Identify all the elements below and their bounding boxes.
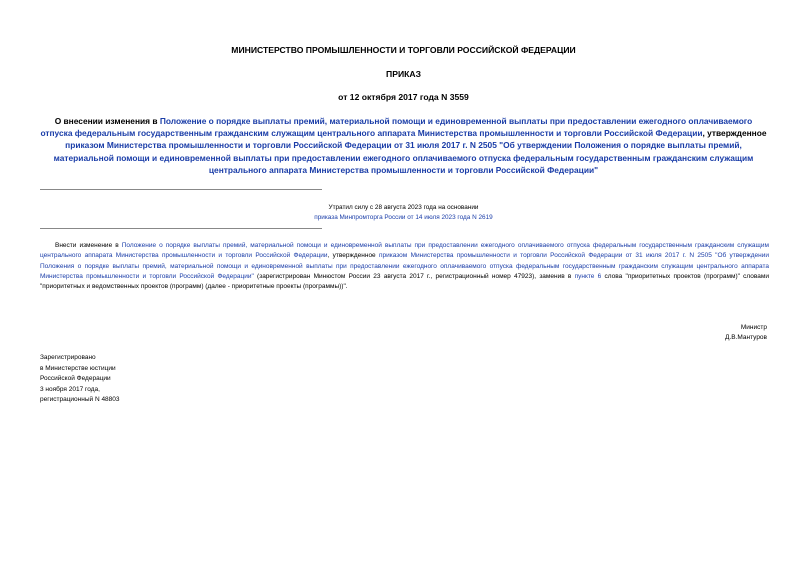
divider-bottom: [40, 228, 322, 229]
body-text-1: Внести изменение в: [55, 242, 122, 249]
body-paragraph: [40, 241, 769, 292]
divider-top: [40, 189, 322, 190]
signature-name: Д.В.Мантуров: [725, 334, 767, 342]
registration-line: Российской Федерации: [40, 375, 111, 383]
registration-line: Зарегистрировано: [40, 354, 96, 361]
body-link-order-2505[interactable]: приказом Министерства промышленности и торговли Российской Федерации от 31 июля 2017 г. N 2505 "Об утверждении Положения о порядке выплаты премий, материальной помощи и единовременной выплаты при предоставлении ежегодного оплачиваемого отпуска федеральным государственным гражданским служащим центрального аппарата Министерства промышленности и торговли Российской Федерации": [40, 252, 769, 280]
lost-force-note: [40, 203, 767, 223]
registration-line: регистрационный N 48803: [40, 396, 120, 404]
signature-block: [725, 323, 767, 344]
body-link-regulation[interactable]: Положение о порядке выплаты премий, материальной помощи и единовременной выплаты при предоставлении ежегодного оплачиваемого отпуска федеральным государственным гражданским служащим центрального аппарата Министерства промышленности и торговли Российской Федерации: [40, 242, 769, 260]
body-text-2: , утвержденное: [327, 252, 379, 260]
registration-line: в Министерстве юстиции: [40, 364, 116, 372]
registration-block: [40, 353, 120, 406]
document-title: [40, 115, 767, 176]
body-link-point-6[interactable]: пункте 6: [574, 272, 602, 280]
signature-position: Министр: [740, 324, 767, 331]
lost-force-text: Утратил силу с 28 августа 2023 года на основании: [328, 204, 479, 211]
registration-line: 3 ноября 2017 года,: [40, 385, 100, 393]
title-link-order-2505[interactable]: приказом Министерства промышленности и торговли Российской Федерации от 31 июля 2017 г. N 2505 "Об утверждении Положения о порядке выплаты премий, материальной помощи и единовременной выплаты при предоставлении ежегодного оплачиваемого отпуска федеральным государственным гражданским служащим центрального аппарата Министерства промышленности и торговли Российской Федерации": [53, 140, 754, 175]
order-type-heading: ПРИКАЗ: [386, 69, 421, 79]
title-link-regulation[interactable]: Положение о порядке выплаты премий, материальной помощи и единовременной выплаты при предоставлении ежегодного оплачиваемого отпуска федеральным государственным гражданским служащим центрального аппарата Министерства промышленности и торговли Российской Федерации: [40, 116, 753, 139]
body-text-3: (зарегистрирован Минюстом России 23 августа 2017 г., регистрационный номер 47923), заменив в: [253, 272, 575, 280]
title-middle: , утвержденное: [702, 128, 767, 139]
title-prefix: О внесении изменения в: [54, 116, 160, 126]
body-text-4: слова "приоритетных проектов (программ)" словами "приоритетных и ведомственных проектов (программ) (далее - приоритетные проекты (программы))".: [40, 272, 769, 291]
ministry-heading: МИНИСТЕРСТВО ПРОМЫШЛЕННОСТИ И ТОРГОВЛИ РОССИЙСКОЙ ФЕДЕРАЦИИ: [231, 45, 576, 55]
lost-force-link[interactable]: приказа Минпромторга России от 14 июля 2023 года N 2619: [314, 214, 493, 221]
order-date-heading: от 12 октября 2017 года N 3559: [338, 92, 469, 102]
